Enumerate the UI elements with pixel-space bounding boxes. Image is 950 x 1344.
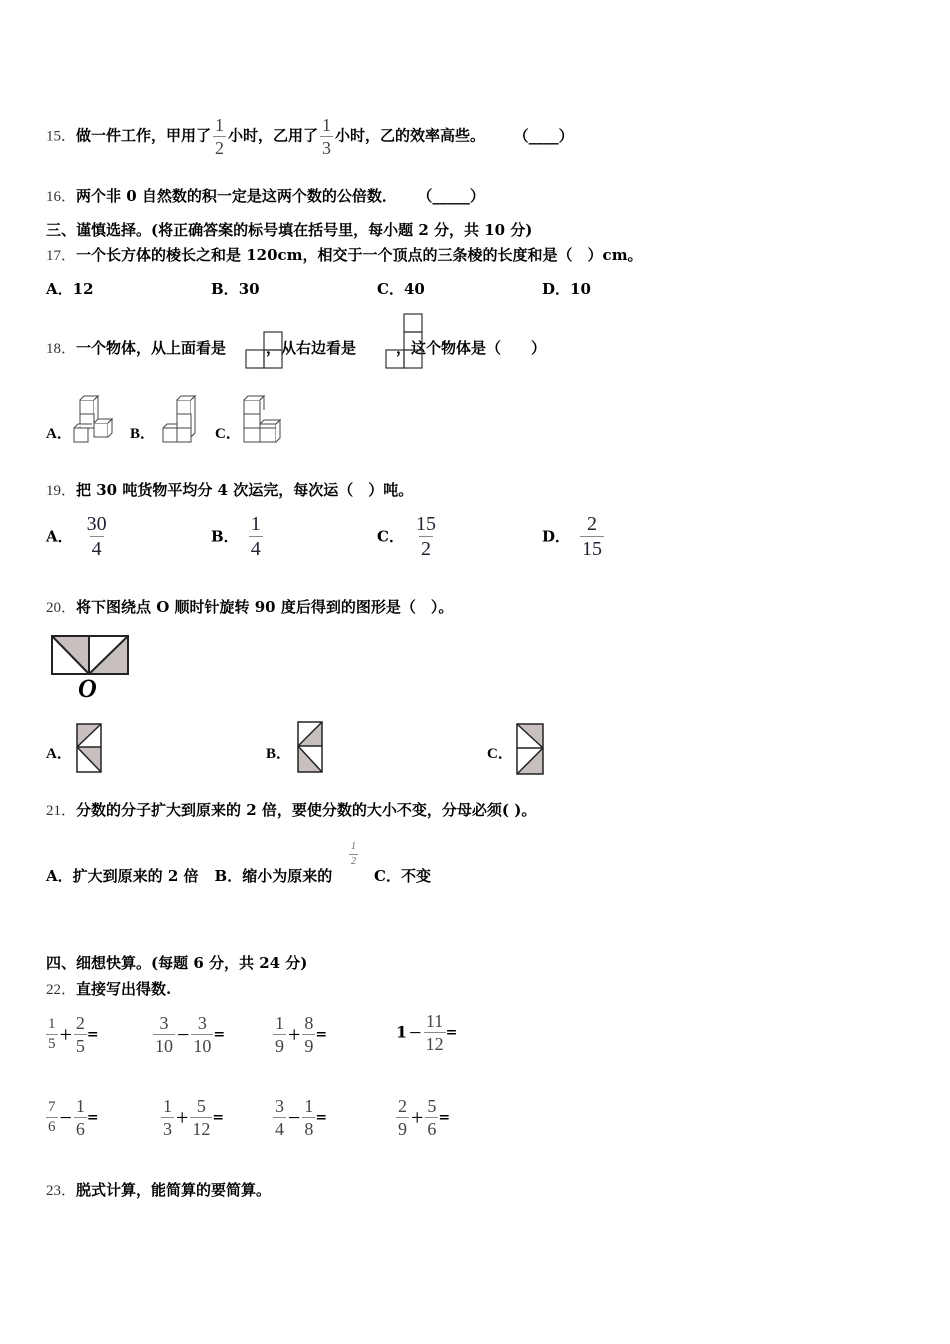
fraction <box>74 1014 87 1055</box>
fraction-one-half <box>349 842 358 867</box>
option-b[interactable]: B．缩小为原来的 <box>214 867 333 885</box>
question-23 <box>46 1180 271 1201</box>
option-b[interactable] <box>211 514 263 559</box>
operator: − <box>177 1021 190 1047</box>
question-text: 脱式计算，能简算的要简算。 <box>76 1181 272 1199</box>
denominator: 5 <box>48 1036 56 1052</box>
numerator: 3 <box>159 1013 169 1033</box>
denominator: 10 <box>155 1036 173 1056</box>
whole-number: 1 <box>396 1022 408 1042</box>
option-c[interactable]: C．不变 <box>374 867 431 885</box>
denominator: 2 <box>215 138 225 158</box>
operator: − <box>288 1104 301 1130</box>
equals-sign: = <box>315 1109 328 1126</box>
denominator: 9 <box>398 1119 407 1139</box>
question-number: 17． <box>46 248 77 264</box>
fraction <box>46 1100 58 1135</box>
equals-sign: = <box>86 1026 99 1043</box>
question-17 <box>46 245 643 266</box>
denominator: 15 <box>582 538 603 560</box>
option-value: 30 <box>238 280 260 298</box>
question-text: 小时，乙用了 <box>228 126 319 145</box>
denominator: 3 <box>163 1119 172 1139</box>
numerator: 1 <box>275 1013 284 1033</box>
question-text: 一个长方体的棱长之和是 120cm，相交于一个顶点的三条棱的长度和是（ ）cm。 <box>76 246 643 264</box>
question-number: 22． <box>46 982 77 998</box>
option-label: D． <box>542 527 571 546</box>
fraction <box>425 1097 438 1138</box>
operator: − <box>409 1019 422 1045</box>
option-label: B． <box>211 280 239 298</box>
top-view-figure <box>245 330 285 370</box>
numerator: 1 <box>48 1016 56 1032</box>
calc-item <box>46 1097 99 1138</box>
option-value: 12 <box>72 280 94 298</box>
right-view-figure <box>385 312 425 370</box>
fraction <box>190 1097 212 1138</box>
option-label: A． <box>46 280 73 298</box>
operator: + <box>411 1104 424 1130</box>
question-text: 小时，乙的效率高些。 <box>335 126 486 145</box>
answer-blank[interactable]: （_____） <box>424 187 485 205</box>
option-b[interactable] <box>211 279 260 299</box>
fraction <box>46 1017 58 1052</box>
numerator: 1 <box>215 115 225 135</box>
question-text: 将下图绕点 O 顺时针旋转 90 度后得到的图形是（ ）。 <box>76 598 454 616</box>
option-a[interactable]: A． <box>46 426 72 442</box>
question-number: 19． <box>46 483 77 499</box>
question-22 <box>46 979 171 1000</box>
option-value: 10 <box>570 280 591 298</box>
fraction <box>153 1014 175 1055</box>
question-20 <box>46 597 453 618</box>
denominator: 2 <box>420 538 431 560</box>
fraction <box>85 514 109 559</box>
question-number: 16． <box>46 189 77 205</box>
equals-sign: = <box>438 1109 451 1126</box>
calc-item <box>46 1014 99 1055</box>
numerator: 2 <box>75 1013 85 1033</box>
fraction <box>424 1012 446 1053</box>
option-c[interactable] <box>377 514 438 559</box>
calc-item <box>273 1014 327 1055</box>
numerator: 2 <box>398 1096 407 1116</box>
option-label: A． <box>46 527 73 546</box>
denominator: 3 <box>322 138 332 158</box>
option-d[interactable] <box>542 279 591 299</box>
denominator: 8 <box>304 1119 314 1139</box>
calc-item <box>396 1012 457 1053</box>
option-c[interactable]: C． <box>215 426 241 442</box>
denominator: 4 <box>250 538 261 560</box>
question-18 <box>46 338 546 359</box>
question-text: ，这个物体是（ ） <box>396 339 547 357</box>
denominator: 6 <box>427 1119 437 1139</box>
option-b-figure <box>296 720 324 774</box>
fraction <box>396 1097 409 1138</box>
equals-sign: = <box>212 1109 225 1126</box>
option-a[interactable]: A．扩大到原来的 2 倍 <box>46 867 199 885</box>
option-b[interactable]: B． <box>266 746 292 762</box>
option-label: C． <box>377 280 404 298</box>
cube-stack-b-figure <box>157 395 201 445</box>
denominator: 4 <box>91 538 102 560</box>
denominator: 2 <box>351 856 356 867</box>
operator: − <box>59 1104 72 1130</box>
denominator: 6 <box>48 1119 56 1135</box>
fraction <box>302 1097 315 1138</box>
option-label: D． <box>542 280 571 298</box>
fraction <box>249 514 263 559</box>
denominator: 9 <box>275 1036 284 1056</box>
fraction <box>302 1014 315 1055</box>
numerator: 15 <box>415 513 436 535</box>
operator: + <box>176 1104 189 1130</box>
numerator: 1 <box>163 1096 172 1116</box>
question-number: 21． <box>46 803 77 819</box>
operator: + <box>59 1021 72 1047</box>
question-16 <box>46 186 485 207</box>
fraction <box>191 1014 213 1055</box>
numerator: 3 <box>275 1096 284 1116</box>
question-text: 分数的分子扩大到原来的 2 倍，要使分数的大小不变，分母必须( )。 <box>76 801 537 819</box>
question-number: 18． <box>46 341 77 357</box>
equals-sign: = <box>86 1109 99 1126</box>
option-a[interactable] <box>46 514 109 559</box>
question-19 <box>46 480 413 501</box>
section-4-heading: 四、细想快算。(每题 6 分，共 24 分) <box>46 954 308 972</box>
numerator: 8 <box>304 1013 314 1033</box>
option-label: C． <box>377 527 404 546</box>
calc-item <box>161 1097 224 1138</box>
option-a-figure <box>75 722 103 774</box>
cube-stack-c-figure <box>240 395 286 445</box>
option-b[interactable]: B． <box>130 426 156 442</box>
numerator: 2 <box>587 513 598 535</box>
numerator: 1 <box>304 1096 314 1116</box>
denominator: 6 <box>75 1119 85 1139</box>
question-text: 做一件工作，甲用了 <box>76 126 212 145</box>
option-label: B． <box>211 527 239 546</box>
fraction <box>213 116 226 157</box>
equals-sign: = <box>445 1024 458 1041</box>
numerator: 5 <box>196 1096 206 1116</box>
numerator: 5 <box>427 1096 437 1116</box>
calc-item <box>153 1014 225 1055</box>
operator: + <box>288 1021 301 1047</box>
fraction <box>273 1097 286 1138</box>
calc-item <box>396 1097 450 1138</box>
option-a[interactable]: A． <box>46 746 72 762</box>
fraction <box>161 1097 174 1138</box>
numerator: 11 <box>425 1011 444 1031</box>
fraction <box>74 1097 87 1138</box>
numerator: 1 <box>351 841 356 852</box>
numerator: 7 <box>48 1099 56 1115</box>
fraction <box>273 1014 286 1055</box>
point-o-label: O <box>78 674 97 703</box>
rotation-figure <box>50 634 132 678</box>
numerator: 1 <box>250 513 261 535</box>
fraction <box>580 514 604 559</box>
cube-stack-a-figure <box>72 395 116 445</box>
question-text: ，从右边看是 <box>266 339 357 357</box>
fraction <box>320 116 333 157</box>
question-15 <box>46 116 574 157</box>
question-text: 把 30 吨货物平均分 4 次运完，每次运（ ）吨。 <box>76 481 414 499</box>
option-c[interactable]: C． <box>487 746 513 762</box>
question-text: 两个非 0 自然数的积一定是这两个数的公倍数． <box>76 187 397 205</box>
question-text: 一个物体，从上面看是 <box>76 339 227 357</box>
denominator: 4 <box>275 1119 284 1139</box>
option-c[interactable] <box>377 279 425 299</box>
option-c-figure <box>515 722 545 776</box>
numerator: 1 <box>75 1096 85 1116</box>
denominator: 9 <box>304 1036 314 1056</box>
section-3-heading: 三、谨慎选择。(将正确答案的标号填在括号里，每小题 2 分，共 10 分) <box>46 221 533 239</box>
numerator: 1 <box>322 115 332 135</box>
question-number: 20． <box>46 600 77 616</box>
denominator: 5 <box>75 1036 85 1056</box>
question-text: 直接写出得数. <box>76 980 172 998</box>
question-21 <box>46 800 536 821</box>
option-a[interactable] <box>46 279 94 299</box>
calc-item <box>273 1097 327 1138</box>
numerator: 3 <box>197 1013 207 1033</box>
numerator: 30 <box>86 513 107 535</box>
question-number: 15． <box>46 128 77 145</box>
option-value: 40 <box>403 280 425 298</box>
denominator: 12 <box>192 1119 211 1139</box>
denominator: 12 <box>425 1034 444 1054</box>
denominator: 10 <box>193 1036 212 1056</box>
equals-sign: = <box>315 1026 328 1043</box>
option-d[interactable] <box>542 514 604 559</box>
question-number: 23． <box>46 1183 77 1199</box>
answer-blank[interactable]: （____） <box>521 126 574 145</box>
q21-options <box>46 866 332 886</box>
fraction <box>414 514 438 559</box>
equals-sign: = <box>213 1026 226 1043</box>
